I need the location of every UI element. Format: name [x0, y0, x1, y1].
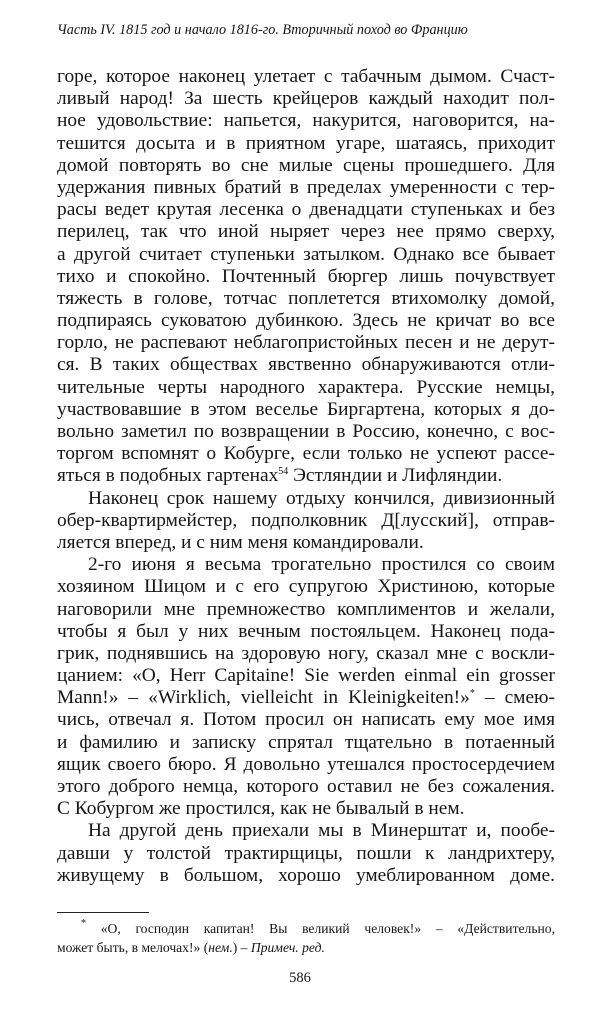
text-line [57, 709, 555, 731]
page-number: 586 [289, 970, 311, 986]
footnote-marker: * [81, 918, 86, 929]
text-line [57, 443, 555, 465]
text-line [57, 554, 555, 576]
text-segment: 2-го июня я весьма трогательно простился со своим [88, 554, 555, 576]
text-segment: и фамилию и записку спрятал тщательно в потаенный [57, 731, 555, 753]
text-line [57, 221, 555, 243]
text-line [57, 643, 555, 665]
text-segment: тешится досыта и в приятном угаре, шатаясь, приходит [57, 132, 555, 154]
text-segment: участвовавшие в этом веселье Биргартена, которых я до- [57, 398, 555, 420]
footnote-divider [57, 912, 149, 913]
text-segment: вольно заметил по возвращении в Россию, конечно, с вос- [57, 421, 555, 442]
text-segment: чись, отвечал я. Потом просил он написать ему мое имя [57, 709, 555, 731]
text-segment: «О, господин капитан! Вы великий человек!» – «Действительно, [86, 921, 555, 936]
text-line [57, 488, 555, 510]
text-segment: может быть, в мелочах!» ( [57, 940, 209, 955]
text-segment: Mann!» – «Wirklich, vielleicht in Kleinigkeiten!» [57, 687, 470, 709]
text-segment: чительные черты народного характера. Русские немцы, [57, 376, 555, 398]
text-segment: тихо и спокойно. Почтенный бюргер лишь почувствует [57, 265, 555, 287]
text-segment: наговорили мне премножество комплиментов и желали, [57, 598, 555, 620]
text-segment: подпираясь суковатою дубинкою. Здесь не кричат во все [57, 310, 555, 332]
text-segment: горе, которое наконец улетает с табачным дымом. Счаст- [57, 66, 555, 87]
text-line [57, 177, 555, 199]
text-line [57, 88, 555, 110]
text-segment: торгом вспомнят о Кобурге, если только не успеют рассе- [57, 443, 555, 465]
text-line [57, 687, 555, 709]
text-line [57, 332, 555, 354]
text-segment: ся. В таких обществах явственно обнаруживаются отли- [57, 354, 555, 376]
text-line [57, 465, 555, 487]
text-line [57, 621, 555, 643]
text-line [57, 244, 555, 266]
text-segment: живущему в большом, хорошо умеблированном доме. [57, 864, 555, 886]
text-segment: хозяином Шицом и с его супругою Христиною, которые [57, 576, 555, 598]
text-segment: грик, поднявшись на здоровую ногу, сказал мне с воскли- [57, 642, 555, 664]
text-line [57, 354, 555, 376]
text-segment: ляется вперед, и с ним меня командировали. [57, 531, 424, 553]
running-header: Часть IV. 1815 год и начало 1816-го. Вторичный поход во Францию [57, 22, 468, 38]
text-segment: обер-квартирмейстер, подполковник Д[лусский], отправ- [57, 509, 555, 531]
footnote-marker: * [469, 688, 475, 700]
text-segment: горло, не распевают неблагопристойных песен и не дерут- [57, 332, 555, 354]
text-segment: ) – [232, 940, 251, 955]
footnote-line [57, 938, 555, 957]
text-line [57, 110, 555, 132]
footnote-marker: 54 [278, 466, 289, 478]
text-segment: Эстляндии и Лифляндии. [288, 465, 503, 487]
text-segment: удержания пивных братий в пределах умеренности с тер- [57, 176, 555, 198]
text-segment: цанием: «O, Herr Capitaine! Sie werden einmal ein grosser [57, 665, 555, 687]
text-segment: чтобы я был у них вечным постояльцем. Наконец пода- [57, 620, 555, 642]
footnote [57, 919, 555, 957]
text-segment: ное удовольствие: напьется, накурится, наговорится, на- [57, 110, 555, 132]
text-line [57, 665, 555, 687]
body-text [57, 66, 555, 887]
text-segment: а другой считает ступеньки затылком. Однако все бывает [57, 243, 555, 265]
text-segment: ящик своего бюро. Я довольно утешался простосердечием [57, 753, 555, 775]
text-segment: давши у толстой трактирщицы, пошли к ландрихтеру, [57, 842, 555, 864]
text-segment: нем. [208, 940, 233, 955]
text-segment: ливый народ! За шесть крейцеров каждый находит пол- [57, 88, 555, 110]
text-line [57, 66, 555, 88]
text-line [57, 599, 555, 621]
text-segment: Примеч. ред. [250, 940, 325, 955]
text-line [57, 776, 555, 798]
text-line [57, 399, 555, 421]
text-segment: На другой день приехали мы в Минерштат и, пообе- [88, 820, 555, 842]
text-line [57, 576, 555, 598]
text-segment: Наконец срок нашему отдыху кончился, дивизионный [88, 487, 555, 509]
text-line [57, 732, 555, 754]
text-segment: яться в подобных гартенах [57, 465, 279, 487]
text-line [57, 133, 555, 155]
text-line [57, 155, 555, 177]
footnote-line [57, 919, 555, 938]
text-segment: этого доброго немца, которого оставил не без сожаления. [57, 776, 555, 797]
text-segment: перилец, так что иной ныряет через нее прямо сверху, [57, 221, 555, 243]
text-line [57, 865, 555, 887]
text-line [57, 510, 555, 532]
text-line [57, 288, 555, 310]
text-segment: тяжесть в голове, тотчас поплетется втихомолку домой, [57, 287, 555, 309]
text-line [57, 199, 555, 221]
text-line [57, 266, 555, 288]
text-segment: С Кобургом же простился, как не бывалый в нем. [57, 798, 465, 820]
text-line [57, 532, 555, 554]
text-line [57, 754, 555, 776]
text-segment: домой повторять во сне милые сцены прошедшего. Для [57, 154, 555, 176]
text-line [57, 377, 555, 399]
text-line [57, 310, 555, 332]
text-segment: расы ведет крутая лесенка о двенадцати ступеньках и без [57, 199, 555, 221]
text-line [57, 843, 555, 865]
text-segment: – смею- [474, 687, 555, 709]
text-line [57, 820, 555, 842]
text-line [57, 798, 555, 820]
text-line [57, 421, 555, 443]
